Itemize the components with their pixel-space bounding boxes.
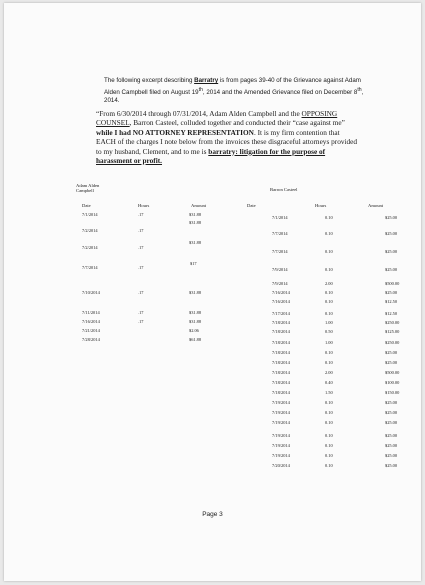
row-amount: $25.00 xyxy=(385,420,398,425)
intro-text-2: is from pages 39-40 of the Grievance against Adam Alden Campbell filed on August 19 xyxy=(104,77,361,96)
left-header-hours: Hours xyxy=(138,203,150,208)
row-date: 7/19/2014 xyxy=(272,400,290,405)
row-hours: 0.40 xyxy=(325,380,333,385)
intro-text-4: , 2014. xyxy=(104,88,364,105)
row-date: 7/19/2014 xyxy=(272,420,290,425)
row-date: 7/7/2014 xyxy=(82,265,98,270)
intro-text-1: The following excerpt describing xyxy=(104,77,195,84)
intro-text-3: , 2014 and the Amended Grievance filed on December 8 xyxy=(202,88,358,96)
row-amount: $2.06 xyxy=(189,328,199,333)
row-hours: .17 xyxy=(138,228,144,233)
intro-sup-2: th xyxy=(357,86,362,93)
row-hours: 0.10 xyxy=(325,290,333,295)
quoted-excerpt xyxy=(96,109,361,165)
row-amount: $500.00 xyxy=(385,281,400,286)
row-date: 7/2/2014 xyxy=(82,228,98,233)
row-amount: $12.50 xyxy=(385,299,398,304)
row-date: 7/21/2014 xyxy=(82,328,100,333)
row-amount: $125.00 xyxy=(385,329,400,334)
row-hours: 0.10 xyxy=(325,299,333,304)
row-amount: $31.88 xyxy=(189,212,202,217)
row-amount: $31.88 xyxy=(189,220,202,225)
row-date: 7/11/2014 xyxy=(82,310,100,315)
row-hours: 0.10 xyxy=(325,443,333,448)
row-date: 7/19/2014 xyxy=(272,410,290,415)
intro-paragraph xyxy=(76,77,376,106)
intro-sup-1: th xyxy=(198,86,203,93)
row-date: 7/16/2014 xyxy=(272,290,290,295)
row-hours: .17 xyxy=(138,265,144,270)
row-date: 7/18/2014 xyxy=(272,350,290,355)
row-amount: $25.00 xyxy=(385,290,398,295)
row-amount: $100.00 xyxy=(385,380,400,385)
row-amount: $25.00 xyxy=(385,463,398,468)
quote-text-5: . It is my firm contention that EACH of the charges I note below from the invoices these disgraceful attorneys provided to my husband, Clement, and to me is xyxy=(96,127,358,156)
intro-barratry-term: Barratry xyxy=(194,77,219,84)
quote-opposing-counsel: OPPOSING COUNSEL xyxy=(96,109,338,128)
row-hours: 1.00 xyxy=(325,320,333,325)
row-date: 7/9/2014 xyxy=(272,281,288,286)
row-hours: 0.10 xyxy=(325,267,333,272)
row-amount: $25.00 xyxy=(385,453,398,458)
quote-text-3: , Barron Casteel, colluded together and conducted their “case against me” xyxy=(129,118,345,128)
row-date: 7/19/2014 xyxy=(272,453,290,458)
row-date: 7/18/2014 xyxy=(272,370,290,375)
row-hours: 1.00 xyxy=(325,340,333,345)
right-attorney-name: Barron Casteel xyxy=(270,187,298,192)
row-date: 7/19/2014 xyxy=(272,443,290,448)
row-hours: 0.10 xyxy=(325,420,333,425)
row-date: 7/1/2014 xyxy=(272,215,288,220)
row-hours: .17 xyxy=(138,319,144,324)
page-number: Page 3 xyxy=(202,511,223,518)
row-amount: $25.00 xyxy=(385,400,398,405)
row-hours: 0.10 xyxy=(325,231,333,236)
row-hours: .17 xyxy=(138,245,144,250)
row-hours: 0.10 xyxy=(325,410,333,415)
row-date: 7/1/2014 xyxy=(82,212,98,217)
row-hours: 0.10 xyxy=(325,463,333,468)
row-date: 7/7/2014 xyxy=(272,231,288,236)
row-date: 7/16/2014 xyxy=(272,299,290,304)
row-date: 7/7/2014 xyxy=(272,249,288,254)
quote-no-representation: while I had NO ATTORNEY REPRESENTATION xyxy=(96,127,254,137)
row-hours: .17 xyxy=(138,310,144,315)
row-amount: $250.00 xyxy=(385,340,400,345)
row-hours: 0.10 xyxy=(325,360,333,365)
row-amount: $25.00 xyxy=(385,443,398,448)
row-amount: $25.00 xyxy=(385,231,398,236)
row-date: 7/20/2014 xyxy=(272,463,290,468)
row-hours: .17 xyxy=(138,212,144,217)
right-header-amount: Amount xyxy=(368,203,384,208)
left-header-date: Date xyxy=(82,203,91,208)
quote-text-1: “From 6/30/2014 through 07/31/2014, Adam Alden Campbell and the xyxy=(96,109,302,118)
row-hours: 0.10 xyxy=(325,433,333,438)
row-amount: $25.00 xyxy=(385,249,398,254)
row-date: 7/2/2014 xyxy=(82,245,98,250)
right-header-hours: Hours xyxy=(315,203,327,208)
row-date: 7/18/2014 xyxy=(272,380,290,385)
row-amount: $31.88 xyxy=(189,240,202,245)
row-hours: 0.10 xyxy=(325,249,333,254)
row-amount: $25.00 xyxy=(385,267,398,272)
row-amount: $25.00 xyxy=(385,350,398,355)
document-page xyxy=(4,3,421,581)
row-date: 7/19/2014 xyxy=(272,433,290,438)
row-date: 7/18/2014 xyxy=(272,340,290,345)
row-date: 7/10/2014 xyxy=(82,290,100,295)
left-attorney-name: Adam Alden Campbell xyxy=(76,183,100,194)
row-amount: $250.00 xyxy=(385,320,400,325)
left-header-amount: Amount xyxy=(191,203,207,208)
row-amount: $61.88 xyxy=(189,337,202,342)
row-date: 7/17/2014 xyxy=(272,311,290,316)
row-hours: 0.10 xyxy=(325,350,333,355)
row-amount: $25.00 xyxy=(385,360,398,365)
row-amount: $17 xyxy=(190,261,197,266)
row-amount: $31.88 xyxy=(189,310,202,315)
row-date: 7/9/2014 xyxy=(272,267,288,272)
row-date: 7/28/2014 xyxy=(82,337,100,342)
row-amount: $12.50 xyxy=(385,311,398,316)
row-amount: $31.88 xyxy=(189,319,202,324)
row-hours: .17 xyxy=(138,290,144,295)
row-amount: $25.00 xyxy=(385,215,398,220)
row-hours: 2.00 xyxy=(325,370,333,375)
row-amount: $25.00 xyxy=(385,433,398,438)
row-date: 7/18/2014 xyxy=(272,360,290,365)
row-amount: $500.00 xyxy=(385,370,400,375)
row-amount: $150.00 xyxy=(385,390,400,395)
row-amount: $31.88 xyxy=(189,290,202,295)
row-hours: 0.10 xyxy=(325,400,333,405)
row-date: 7/18/2014 xyxy=(272,390,290,395)
right-header-date: Date xyxy=(247,203,256,208)
row-hours: 0.10 xyxy=(325,215,333,220)
row-hours: 0.50 xyxy=(325,329,333,334)
quote-barratry-definition: barratry: litigation for the purpose of harassment or profit. xyxy=(96,146,326,166)
row-date: 7/18/2014 xyxy=(272,320,290,325)
row-hours: 0.10 xyxy=(325,453,333,458)
row-amount: $25.00 xyxy=(385,410,398,415)
row-hours: 1.50 xyxy=(325,390,333,395)
row-hours: 2.00 xyxy=(325,281,333,286)
row-date: 7/16/2014 xyxy=(82,319,100,324)
row-hours: 0.10 xyxy=(325,311,333,316)
row-date: 7/18/2014 xyxy=(272,329,290,334)
